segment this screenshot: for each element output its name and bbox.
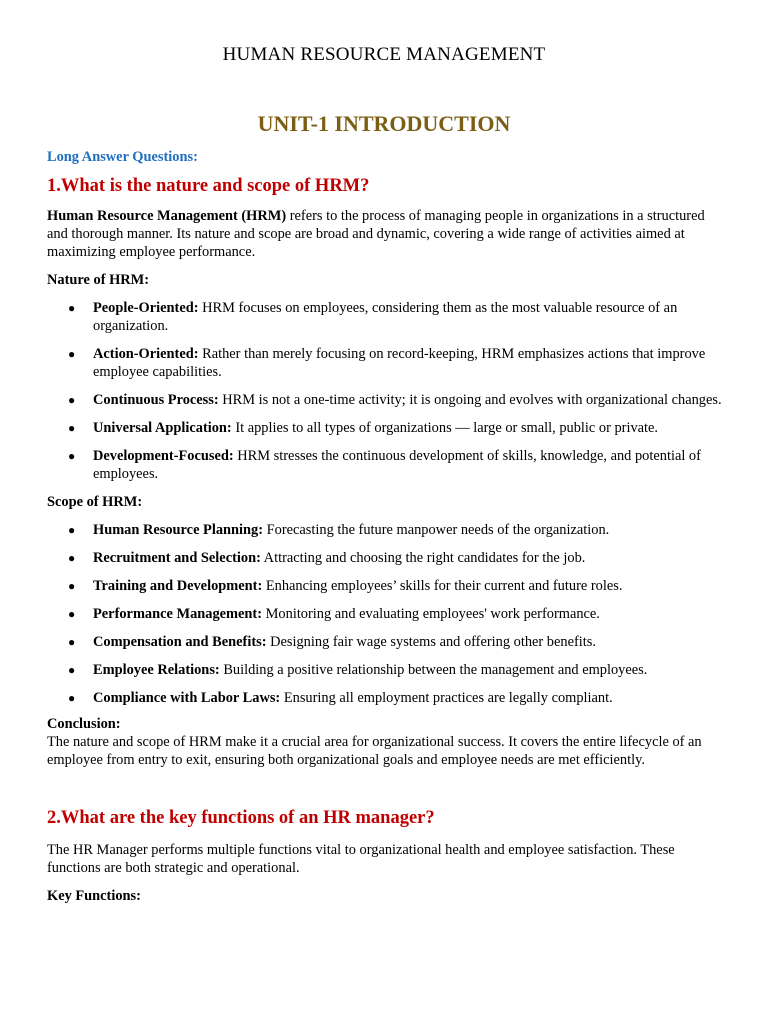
question-2-title: 2.What are the key functions of an HR manager? xyxy=(47,808,435,828)
list-item xyxy=(47,549,727,567)
conclusion-text: The nature and scope of HRM make it a crucial area for organizational success. It covers the entire lifecycle of an employee from entry to exit, ensuring both organizational goals and employee needs are met efficiently. xyxy=(47,734,702,768)
list-item xyxy=(47,419,727,437)
list-item-term: People-Oriented: xyxy=(93,300,199,316)
list-item-text: Rather than merely focusing on record-keeping, HRM emphasizes actions that improve employee capabilities. xyxy=(93,346,706,380)
bullet-icon: ● xyxy=(68,523,76,537)
list-item-text: Monitoring and evaluating employees' work performance. xyxy=(262,606,600,622)
list-item-text: Enhancing employees’ skills for their current and future roles. xyxy=(262,578,623,594)
list-item-term: Performance Management: xyxy=(93,606,263,622)
list-item-term: Recruitment and Selection: xyxy=(93,550,261,566)
list-item-term: Continuous Process: xyxy=(93,392,219,408)
document-content xyxy=(47,148,727,905)
list-item-text: Building a positive relationship between the management and employees. xyxy=(219,662,648,678)
bullet-icon: ● xyxy=(68,551,76,565)
q1-intro-term: Human Resource Management (HRM) xyxy=(47,208,287,224)
scope-heading: Scope of HRM: xyxy=(47,494,143,510)
list-item-text: Ensuring all employment practices are legally compliant. xyxy=(280,690,613,706)
bullet-icon: ● xyxy=(68,635,76,649)
list-item-term: Human Resource Planning: xyxy=(93,522,264,538)
list-item-text: HRM is not a one-time activity; it is ongoing and evolves with organizational changes. xyxy=(218,392,722,408)
bullet-icon: ● xyxy=(68,579,76,593)
bullet-icon: ● xyxy=(68,663,76,677)
list-item-text: HRM stresses the continuous development of skills, knowledge, and potential of employees. xyxy=(93,448,701,482)
list-item-term: Training and Development: xyxy=(93,578,263,594)
bullet-icon: ● xyxy=(68,449,76,463)
list-item xyxy=(47,345,727,381)
list-item-term: Universal Application: xyxy=(93,420,232,436)
q1-intro-text: refers to the process of managing people in organizations in a structured and thorough manner. Its nature and scope are broad and dynamic, covering a wide range of activities aimed at maximizing employee performance. xyxy=(47,208,705,260)
q1-intro-paragraph xyxy=(47,207,727,261)
key-functions-heading: Key Functions: xyxy=(47,888,141,904)
bullet-icon: ● xyxy=(68,607,76,621)
list-item-text: Designing fair wage systems and offering other benefits. xyxy=(266,634,596,650)
bullet-icon: ● xyxy=(68,421,76,435)
list-item xyxy=(47,605,727,623)
document-header: HUMAN RESOURCE MANAGEMENT xyxy=(222,44,546,65)
conclusion-heading: Conclusion: xyxy=(47,716,121,732)
list-item xyxy=(47,299,727,335)
scope-list xyxy=(47,521,727,707)
list-item xyxy=(47,521,727,539)
list-item-term: Compensation and Benefits: xyxy=(93,634,267,650)
list-item-text: HRM focuses on employees, considering them as the most valuable resource of an organization. xyxy=(93,300,678,334)
bullet-icon: ● xyxy=(68,301,76,315)
list-item-text: Forecasting the future manpower needs of the organization. xyxy=(263,522,610,538)
list-item xyxy=(47,633,727,651)
bullet-icon: ● xyxy=(68,347,76,361)
list-item-term: Action-Oriented: xyxy=(93,346,199,362)
bullet-icon: ● xyxy=(68,691,76,705)
list-item xyxy=(47,447,727,483)
list-item xyxy=(47,661,727,679)
unit-title: UNIT-1 INTRODUCTION xyxy=(257,111,511,136)
list-item-term: Development-Focused: xyxy=(93,448,234,464)
list-item-term: Employee Relations: xyxy=(93,662,220,678)
list-item xyxy=(47,391,727,409)
bullet-icon: ● xyxy=(68,393,76,407)
nature-list xyxy=(47,299,727,483)
list-item xyxy=(47,577,727,595)
list-item-term: Compliance with Labor Laws: xyxy=(93,690,281,706)
list-item xyxy=(47,689,727,707)
nature-heading: Nature of HRM: xyxy=(47,272,150,288)
list-item-text: Attracting and choosing the right candidates for the job. xyxy=(260,550,586,566)
list-item-text: It applies to all types of organizations — large or small, public or private. xyxy=(231,420,659,436)
question-1-title: 1.What is the nature and scope of HRM? xyxy=(47,176,370,196)
q2-intro-paragraph: The HR Manager performs multiple functions vital to organizational health and employee satisfaction. These functions are both strategic and operational. xyxy=(47,842,675,876)
section-label: Long Answer Questions: xyxy=(47,149,198,165)
